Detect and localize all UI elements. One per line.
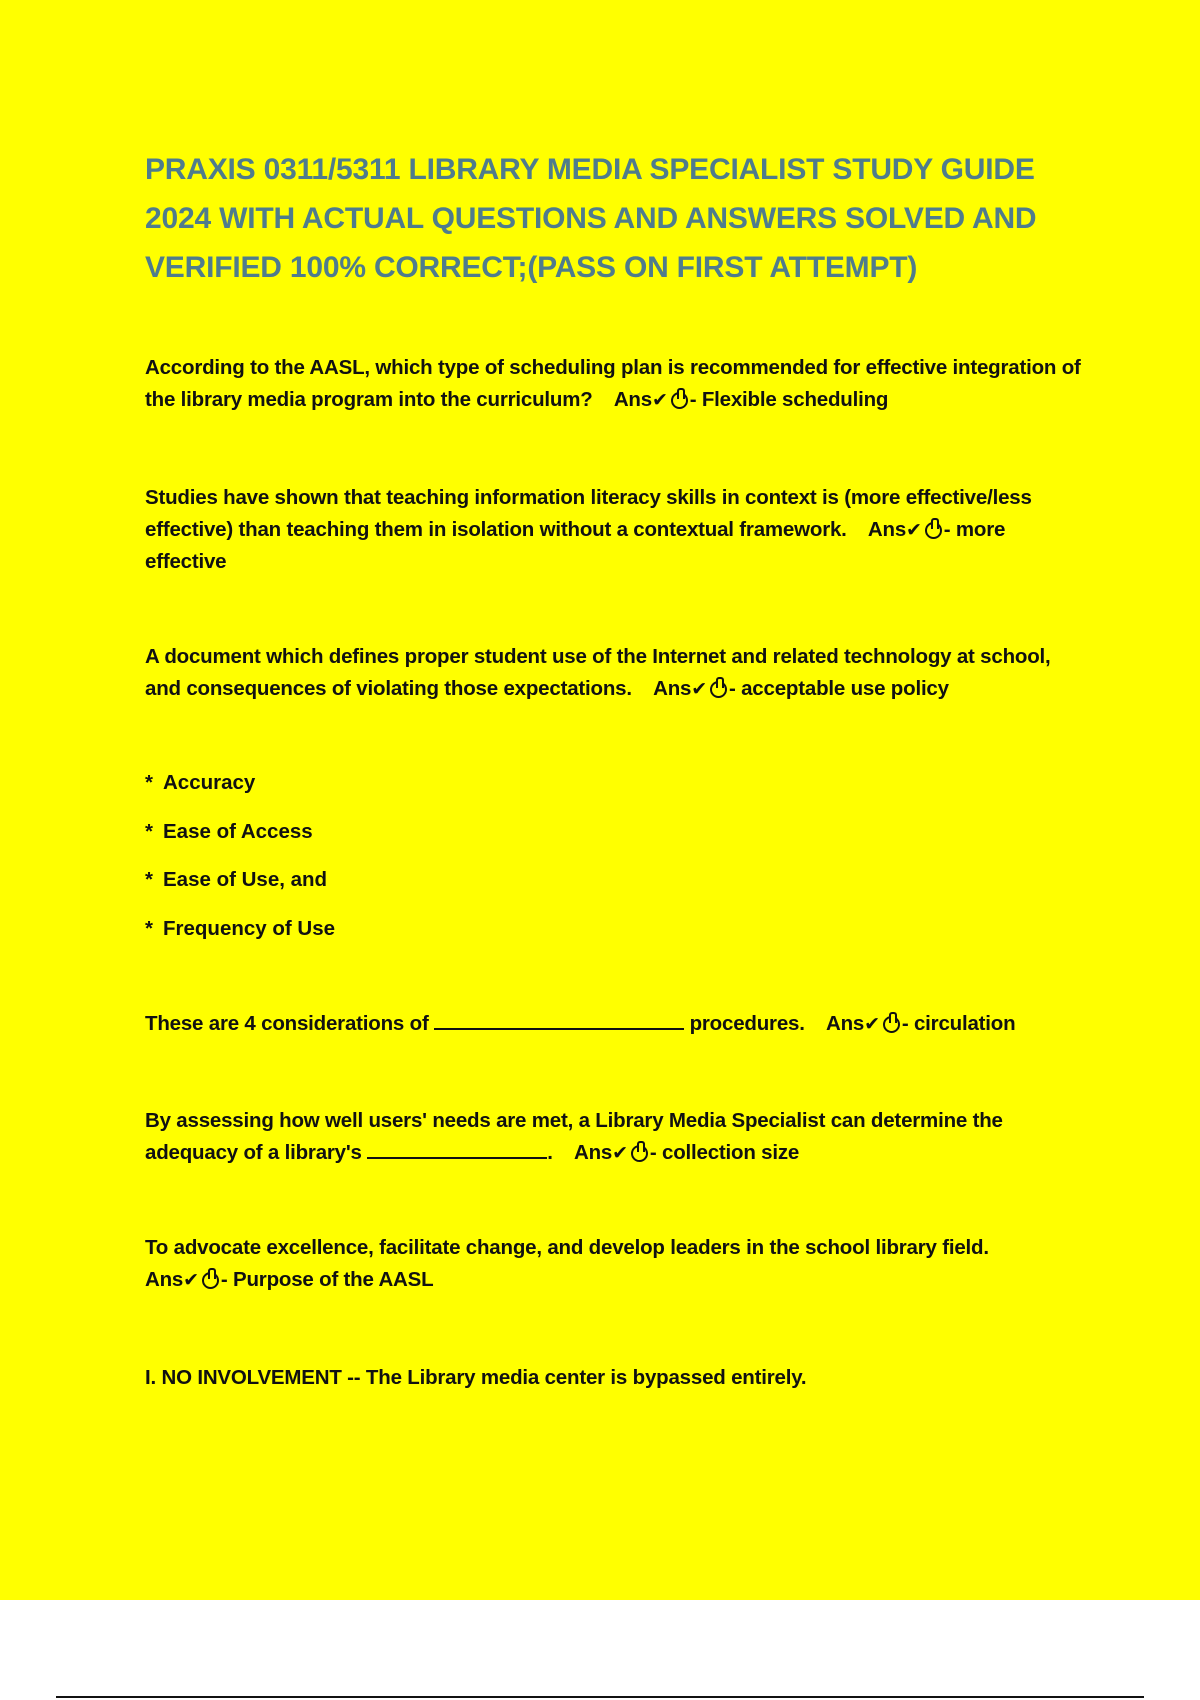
question-block-2 [145,482,1085,578]
answer-prefix: Ans [653,677,692,700]
list-item-text: Accuracy [163,771,256,794]
bullet-marker: * [145,868,153,891]
answer-prefix: Ans [145,1268,184,1291]
answer-separator: - [649,1141,662,1164]
question-block-4 [145,1008,1085,1040]
fill-in-blank [367,1137,547,1159]
answer-marker [653,677,741,700]
answer-text: collection size [662,1141,800,1164]
check-icon: ✔ [651,389,668,411]
bullet-marker: * [145,819,153,843]
answer-marker [614,388,702,411]
list-item [145,913,335,962]
list-item-text: Ease of Use, and [163,868,328,891]
list-item [145,767,335,816]
answer-separator: - [689,388,702,411]
check-icon: ✔ [906,519,922,541]
check-icon: ✔ [183,1269,199,1291]
question-text: To advocate excellence, facilitate change, and develop leaders in the school library field. [145,1236,989,1259]
answer-prefix: Ans [613,388,652,411]
bullet-marker: * [145,916,153,940]
answer-text: Purpose of the AASL [233,1268,434,1291]
hand-icon [710,681,727,698]
hand-icon [202,1272,219,1289]
question-text: Studies have shown that teaching information literacy skills in context is (more effective/less effective) than teaching them in isolation without a contextual framework. [145,486,1032,541]
check-icon: ✔ [612,1142,628,1164]
answer-prefix: Ans [867,518,907,541]
list-item-text: Frequency of Use [163,916,336,940]
considerations-list [145,767,335,961]
answer-text: acceptable use policy [741,677,949,700]
answer-prefix: Ans [574,1141,613,1164]
list-item-text: Ease of Access [163,819,313,843]
answer-separator: - [220,1268,233,1291]
check-icon: ✔ [691,678,707,700]
hand-icon [883,1016,900,1033]
question-text-end: . [547,1141,553,1164]
answer-separator: - [901,1012,914,1035]
hand-icon [925,522,942,539]
answer-separator: - [943,518,956,541]
answer-text: more effective [145,518,1006,573]
question-block-5 [145,1105,1085,1169]
list-item [145,864,335,913]
answer-separator: - [728,677,742,700]
hand-icon [631,1145,648,1162]
question-text: According to the AASL, which type of scheduling plan is recommended for effective integration of the library media program into the curriculum? [145,356,1081,411]
answer-marker [145,1268,233,1291]
question-text: I. NO INVOLVEMENT -- The Library media center is bypassed entirely. [145,1366,807,1389]
answer-text: Flexible scheduling [701,388,889,411]
document-title: PRAXIS 0311/5311 LIBRARY MEDIA SPECIALIST STUDY GUIDE 2024 WITH ACTUAL QUESTIONS AND ANSWERS SOLVED AND VERIFIED 100% CORRECT;(PASS ON FIRST ATTEMPT) [145,153,1037,284]
question-text-start: These are 4 considerations of [145,1012,429,1035]
answer-prefix: Ans [825,1012,865,1035]
question-text: A document which defines proper student use of the Internet and related technology at school, and consequences of violating those expectations. [145,645,1051,700]
question-text-end: procedures. [689,1012,805,1035]
question-block-7 [145,1362,1085,1394]
answer-marker [574,1141,662,1164]
footer-divider [56,1696,1144,1698]
answer-marker [868,518,956,541]
check-icon: ✔ [864,1013,880,1035]
list-item [145,816,335,865]
answer-text: circulation [913,1012,1016,1035]
hand-icon [671,392,688,409]
question-block-1 [145,352,1085,416]
fill-in-blank [434,1008,684,1030]
question-block-3 [145,641,1085,705]
question-text-start: By assessing how well users' needs are met, a Library Media Specialist can determine the adequacy of a library's [145,1109,1003,1164]
answer-marker [826,1012,914,1035]
question-block-6 [145,1232,1085,1296]
bullet-marker: * [145,771,153,794]
